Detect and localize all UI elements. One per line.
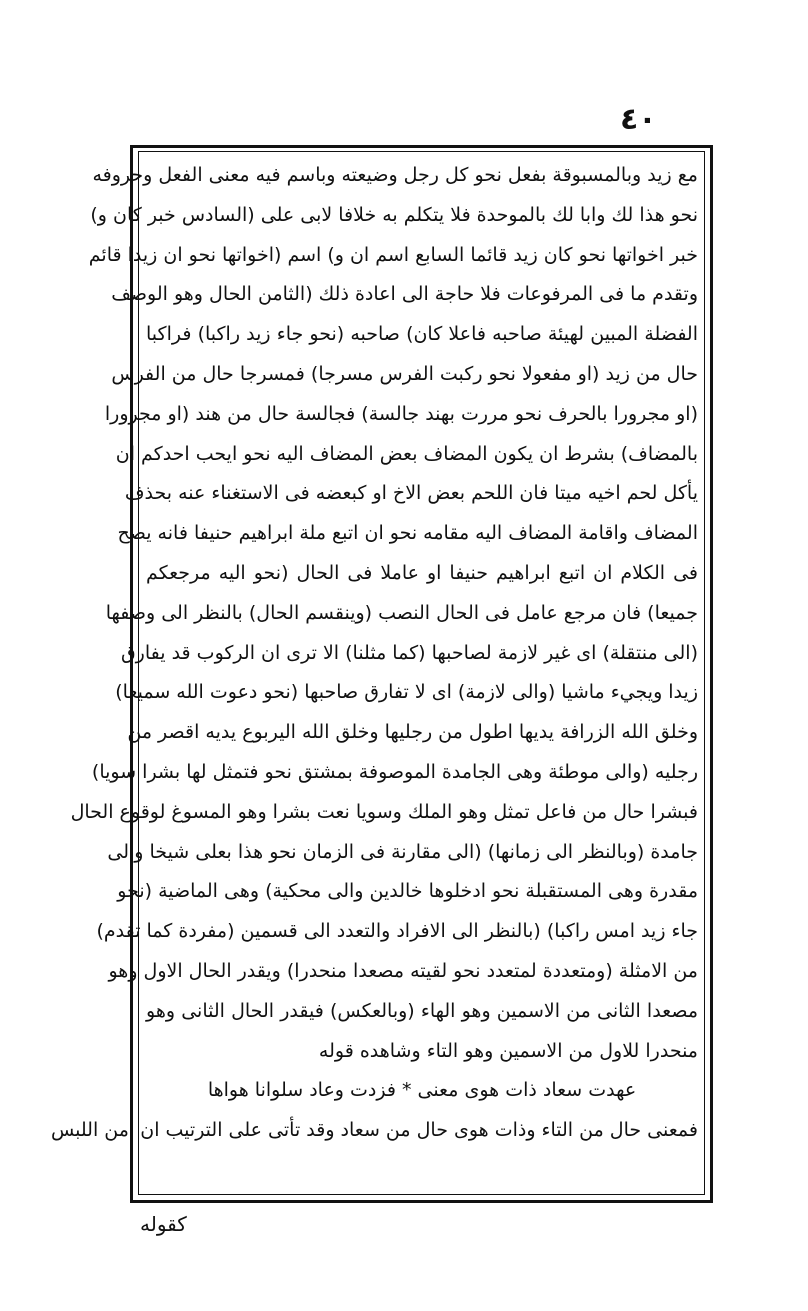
text-line: زيدا ويجيء ماشيا (والى لازمة) اى لا تفارق صاحبها (نحو دعوت الله سميعا) [115,681,698,704]
text-line: جميعا) فان مرجع عامل فى الحال النصب (وينقسم الحال) بالنظر الى وصفها [105,601,698,624]
text-line: فمعنى حال من التاء وذات هوى حال من سعاد وقد تأتى على الترتيب ان امن اللبس [50,1119,698,1142]
text-line: المضاف واقامة المضاف اليه مقامه نحو ان اتبع ملة ابراهيم حنيفا فانه يصح [117,522,698,545]
text-line: (او مجرورا بالحرف نحو مررت بهند جالسة) فجالسة حال من هند (او مجرورا [104,402,698,425]
text-line: مع زيد وبالمسبوقة بفعل نحو كل رجل وضيعته وباسم فيه معنى الفعل وحروفه [92,164,698,186]
text-line: حال من زيد (او مفعولا نحو ركبت الفرس مسرجا) فمسرجا حال من الفرس [111,362,698,385]
text-body [50,156,700,1190]
text-line: منحدرا للاول من الاسمين وهو التاء وشاهده قوله [318,1039,698,1062]
text-line: خبر اخواتها نحو كان زيد قائما السابع اسم ان و) اسم (اخواتها نحو ان زيدا قائم [88,243,698,266]
text-line: مقدرة وهى المستقبلة نحو ادخلوها خالدين والى محكية) وهى الماضية (نحو [117,880,698,903]
text-line: فبشرا حال من فاعل تمثل وهو الملك وسويا نعت بشرا وهو المسوغ لوقوع الحال [70,800,698,823]
page-number: ٤٠ [620,102,657,137]
text-line: جاء زيد امس راكبا) (بالنظر الى الافراد والتعدد الى قسمين (مفردة كما تقدم) [96,920,698,943]
text-line: الفضلة المبين لهيئة صاحبه فاعلا كان) صاحبه (نحو جاء زيد راكبا) فراكبا [146,323,698,346]
text-line: وتقدم ما فى المرفوعات فلا حاجة الى اعادة ذلك (الثامن الحال وهو الوصف [111,283,698,306]
text-line: رجليه (والى موطئة وهى الجامدة الموصوفة بمشتق نحو فتمثل لها بشرا سويا) [91,760,698,783]
text-line: من الامثلة (ومتعددة لمتعدد نحو لقيته مصعدا منحدرا) ويقدر الحال الاول وهو [108,959,698,982]
text-line: فى الكلام ان اتبع ابراهيم حنيفا او عاملا فى الحال (نحو اليه مرجعكم [146,561,698,584]
text-line: بالمضاف) بشرط ان يكون المضاف بعض المضاف اليه نحو ايحب احدكم ان [115,442,698,465]
text-line: جامدة (وبالنظر الى زمانها) (الى مقارنة فى الزمان نحو هذا بعلى شيخا والى [107,840,698,863]
text-line: وخلق الله الزرافة يديها اطول من رجليها وخلق الله اليربوع يديه اقصر من [127,721,698,744]
text-line: يأكل لحم اخيه ميتا فان اللحم بعض الاخ او كبعضه فى الاستغناء عنه بحذف [124,482,698,505]
verse-line: عهدت سعاد ذات هوى معنى * فزدت وعاد سلوانا هواها [207,1079,637,1102]
text-line: (الى منتقلة) اى غير لازمة لصاحبها (كما مثلنا) الا ترى ان الركوب قد يفارق [120,641,698,664]
text-line: نحو هذا لك وابا لك بالموحدة فلا يتكلم به خلافا لابى على (السادس خبر كان و) [90,203,698,226]
catchword: كقوله [140,1212,187,1236]
text-line: مصعدا الثانى من الاسمين وهو الهاء (وبالعكس) فيقدر الحال الثانى وهو [146,999,698,1022]
